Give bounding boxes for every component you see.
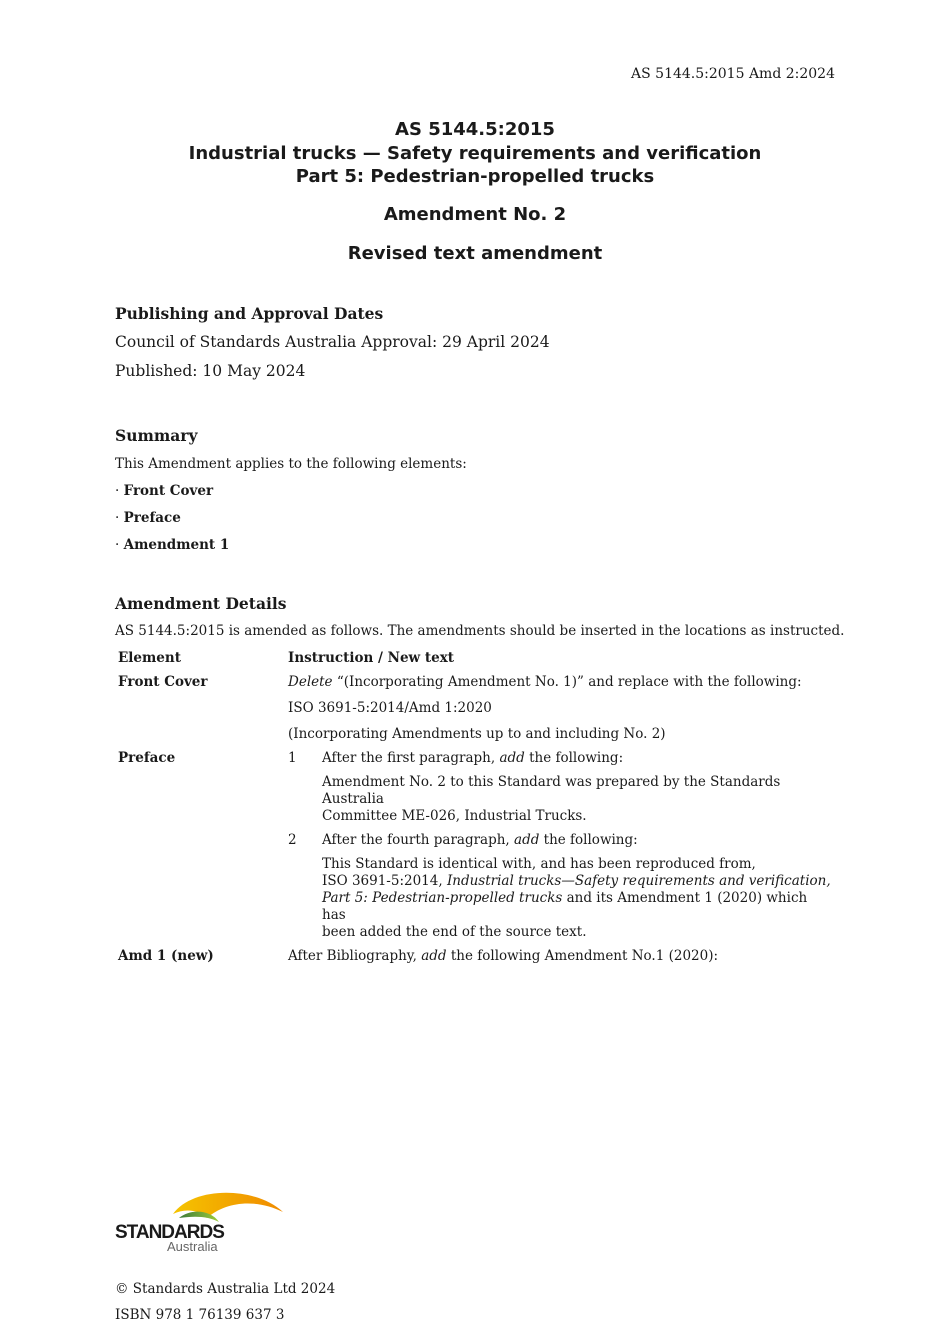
summary-item: · Front Cover — [115, 483, 214, 499]
approval-date: Council of Standards Australia Approval: 29 April 2024 — [115, 333, 550, 351]
svg-text:STANDARDS: STANDARDS — [115, 1222, 224, 1243]
summary-heading: Summary — [115, 426, 198, 445]
isbn: ISBN 978 1 76139 637 3 — [115, 1307, 285, 1323]
document-reference: AS 5144.5:2015 Amd 2:2024 — [631, 66, 835, 82]
instruction-front-cover: Delete “(Incorporating Amendment No. 1)” and replace with the following: ISO 3691-5:2014/Amd 1:2020 (Incorporating Amendments up to and including No. 2) — [288, 674, 802, 742]
document-title — [0, 118, 950, 189]
element-amd1: Amd 1 (new) — [118, 948, 214, 964]
instruction-preface: 1 After the first paragraph, add the following: Amendment No. 2 to this Standard was prepared by the Standards Australia Committee ME-026, Industrial Trucks. 2 After the fourth paragraph, add the following: This Standard is identical with, and has been reproduced from, ISO 3691-5:2014, Industrial trucks—Safety requirements and verification, Part 5: Pedestrian-propelled trucks and its Amendment 1 (2020) which has been added the end of the source text. — [288, 750, 835, 948]
dates-heading: Publishing and Approval Dates — [115, 304, 384, 323]
details-intro: AS 5144.5:2015 is amended as follows. The amendments should be inserted in the locations as instructed. — [115, 623, 845, 639]
copyright-notice: © Standards Australia Ltd 2024 — [115, 1281, 336, 1297]
amendment-details-table — [115, 650, 835, 972]
standards-australia-logo — [115, 1188, 285, 1254]
element-front-cover: Front Cover — [118, 674, 208, 690]
list-item: 1 After the first paragraph, add the following: — [288, 750, 624, 766]
logo-swoosh-icon — [115, 1188, 285, 1254]
table-row — [115, 674, 835, 750]
amendment-number: Amendment No. 2 — [383, 204, 567, 225]
list-item: 2 After the fourth paragraph, add the following: — [288, 832, 638, 848]
details-heading: Amendment Details — [115, 594, 287, 613]
title-line-2: Industrial trucks — Safety requirements and verification — [188, 142, 762, 164]
table-row — [115, 750, 835, 948]
title-line-1: AS 5144.5:2015 — [395, 119, 555, 140]
svg-text:Australia: Australia — [167, 1239, 218, 1254]
summary-intro: This Amendment applies to the following elements: — [115, 456, 467, 472]
column-header-instruction: Instruction / New text — [288, 650, 454, 666]
amendment-type: Revised text amendment — [347, 243, 603, 264]
summary-item: · Preface — [115, 510, 181, 526]
title-line-3: Part 5: Pedestrian-propelled trucks — [295, 166, 655, 187]
summary-item: · Amendment 1 — [115, 537, 230, 553]
table-header-row — [115, 650, 835, 674]
column-header-element: Element — [118, 650, 181, 666]
table-row — [115, 948, 835, 972]
element-preface: Preface — [118, 750, 176, 766]
published-date: Published: 10 May 2024 — [115, 362, 306, 380]
instruction-amd1: After Bibliography, add the following Amendment No.1 (2020): — [288, 948, 719, 964]
